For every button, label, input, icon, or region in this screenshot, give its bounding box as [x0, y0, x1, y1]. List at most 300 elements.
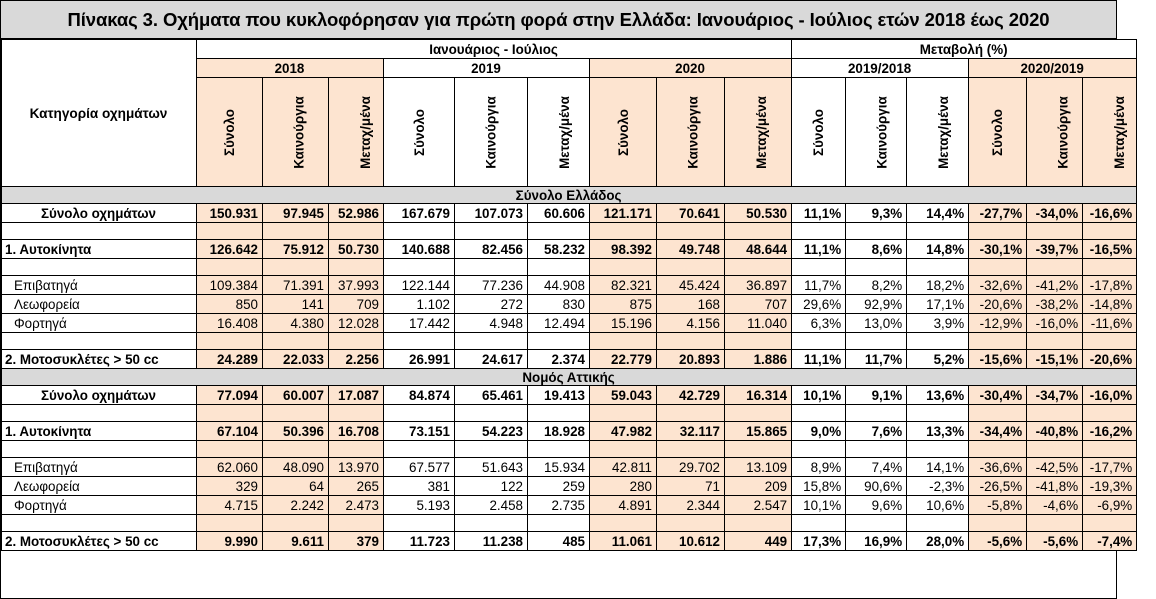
- value-cell: 64: [263, 477, 329, 496]
- value-cell: 7,4%: [846, 458, 907, 477]
- subheader-label: Μεταχ/μένα: [1111, 95, 1127, 169]
- value-cell: -17,8%: [1083, 276, 1137, 295]
- value-cell: [197, 259, 263, 276]
- value-cell: 29,6%: [792, 295, 846, 314]
- value-cell: -16,5%: [1083, 240, 1137, 259]
- row-label: 1. Αυτοκίνητα: [2, 240, 197, 259]
- value-cell: [969, 223, 1027, 240]
- value-cell: -5,8%: [969, 496, 1027, 515]
- value-cell: [384, 259, 455, 276]
- value-cell: [792, 515, 846, 532]
- value-cell: [528, 259, 590, 276]
- value-cell: 830: [528, 295, 590, 314]
- value-cell: [263, 223, 329, 240]
- table-row: [2, 295, 1137, 314]
- subheader-label: Καινούργια: [685, 95, 701, 169]
- value-cell: 36.897: [725, 276, 792, 295]
- value-cell: -12,9%: [969, 314, 1027, 333]
- row-label: Φορτηγά: [2, 496, 197, 515]
- subheader-cell: [907, 78, 969, 187]
- value-cell: 2.547: [725, 496, 792, 515]
- value-cell: [907, 259, 969, 276]
- value-cell: 11.040: [725, 314, 792, 333]
- value-cell: [329, 333, 384, 350]
- value-cell: -11,6%: [1083, 314, 1137, 333]
- value-cell: -19,3%: [1083, 477, 1137, 496]
- value-cell: 17.442: [384, 314, 455, 333]
- value-cell: -34,4%: [969, 422, 1027, 441]
- row-label: [2, 223, 197, 240]
- value-cell: 150.931: [197, 204, 263, 223]
- value-cell: [590, 259, 657, 276]
- value-cell: 9.611: [263, 532, 329, 551]
- value-cell: 11,1%: [792, 350, 846, 369]
- value-cell: 875: [590, 295, 657, 314]
- row-label: 1. Αυτοκίνητα: [2, 422, 197, 441]
- row-label: Επιβατηγά: [2, 458, 197, 477]
- value-cell: 209: [725, 477, 792, 496]
- value-cell: 141: [263, 295, 329, 314]
- subheader-cell: [1027, 78, 1083, 187]
- subheader-cell: [969, 78, 1027, 187]
- row-label: [2, 405, 197, 422]
- table-row: [2, 496, 1137, 515]
- value-cell: 28,0%: [907, 532, 969, 551]
- value-cell: 167.679: [384, 204, 455, 223]
- table-row: [2, 458, 1137, 477]
- value-cell: [846, 259, 907, 276]
- value-cell: [590, 405, 657, 422]
- value-cell: [725, 405, 792, 422]
- value-cell: 11,1%: [792, 204, 846, 223]
- value-cell: [846, 333, 907, 350]
- spacer-row: [2, 259, 1137, 276]
- year-header-2020: 2020: [590, 59, 792, 78]
- value-cell: 73.151: [384, 422, 455, 441]
- value-cell: 77.094: [197, 386, 263, 405]
- value-cell: [384, 333, 455, 350]
- value-cell: [263, 333, 329, 350]
- value-cell: 77.236: [455, 276, 528, 295]
- value-cell: [384, 405, 455, 422]
- value-cell: [455, 515, 528, 532]
- value-cell: 13.109: [725, 458, 792, 477]
- subheader-cell: [590, 78, 657, 187]
- table-row: [2, 386, 1137, 405]
- value-cell: 84.874: [384, 386, 455, 405]
- value-cell: 1.102: [384, 295, 455, 314]
- value-cell: 29.702: [657, 458, 725, 477]
- change-header-2020-2019: 2020/2019: [969, 59, 1137, 78]
- value-cell: 42.729: [657, 386, 725, 405]
- row-label: [2, 441, 197, 458]
- value-cell: 379: [329, 532, 384, 551]
- value-cell: 5,2%: [907, 350, 969, 369]
- value-cell: [969, 441, 1027, 458]
- value-cell: 2.344: [657, 496, 725, 515]
- value-cell: [528, 223, 590, 240]
- value-cell: -34,7%: [1027, 386, 1083, 405]
- subheader-cell: [725, 78, 792, 187]
- value-cell: 272: [455, 295, 528, 314]
- row-label: 2. Μοτοσυκλέτες > 50 cc: [2, 350, 197, 369]
- value-cell: 92,9%: [846, 295, 907, 314]
- value-cell: [329, 441, 384, 458]
- subheader-label: Σύνολο: [221, 108, 237, 156]
- value-cell: 47.982: [590, 422, 657, 441]
- subheader-label: Σύνολο: [411, 108, 427, 156]
- value-cell: 259: [528, 477, 590, 496]
- value-cell: 71.391: [263, 276, 329, 295]
- value-cell: [657, 259, 725, 276]
- value-cell: -16,0%: [1083, 386, 1137, 405]
- value-cell: 3,9%: [907, 314, 969, 333]
- value-cell: -16,0%: [1027, 314, 1083, 333]
- value-cell: -38,2%: [1027, 295, 1083, 314]
- value-cell: [329, 405, 384, 422]
- value-cell: 14,1%: [907, 458, 969, 477]
- value-cell: [263, 259, 329, 276]
- change-header: Μεταβολή (%): [792, 40, 1137, 59]
- value-cell: 4.715: [197, 496, 263, 515]
- value-cell: [1027, 441, 1083, 458]
- subheader-cell: [329, 78, 384, 187]
- value-cell: -20,6%: [1083, 350, 1137, 369]
- value-cell: 62.060: [197, 458, 263, 477]
- value-cell: 97.945: [263, 204, 329, 223]
- value-cell: [197, 515, 263, 532]
- value-cell: [263, 515, 329, 532]
- value-cell: [1027, 259, 1083, 276]
- value-cell: 98.392: [590, 240, 657, 259]
- value-cell: [969, 515, 1027, 532]
- value-cell: 122: [455, 477, 528, 496]
- subheader-cell: [792, 78, 846, 187]
- value-cell: [263, 405, 329, 422]
- value-cell: 2.256: [329, 350, 384, 369]
- value-cell: 2.735: [528, 496, 590, 515]
- value-cell: 82.321: [590, 276, 657, 295]
- value-cell: -5,6%: [1027, 532, 1083, 551]
- spacer-row: [2, 405, 1137, 422]
- subheader-cell: [197, 78, 263, 187]
- period-header: Ιανουάριος - Ιούλιος: [197, 40, 792, 59]
- value-cell: [725, 333, 792, 350]
- value-cell: 9.990: [197, 532, 263, 551]
- subheader-label: Καινούργια: [291, 95, 307, 169]
- value-cell: 11,1%: [792, 240, 846, 259]
- value-cell: [197, 333, 263, 350]
- value-cell: 22.779: [590, 350, 657, 369]
- value-cell: -26,5%: [969, 477, 1027, 496]
- value-cell: [846, 405, 907, 422]
- value-cell: 44.908: [528, 276, 590, 295]
- value-cell: [384, 223, 455, 240]
- value-cell: 485: [528, 532, 590, 551]
- value-cell: [907, 333, 969, 350]
- value-cell: [197, 223, 263, 240]
- value-cell: 109.384: [197, 276, 263, 295]
- value-cell: [907, 515, 969, 532]
- value-cell: 15,8%: [792, 477, 846, 496]
- value-cell: 16.408: [197, 314, 263, 333]
- value-cell: 381: [384, 477, 455, 496]
- value-cell: [528, 515, 590, 532]
- value-cell: 22.033: [263, 350, 329, 369]
- section-header: Νομός Αττικής: [2, 369, 1137, 386]
- value-cell: [329, 223, 384, 240]
- value-cell: 121.171: [590, 204, 657, 223]
- value-cell: [907, 223, 969, 240]
- value-cell: 14,8%: [907, 240, 969, 259]
- value-cell: -4,6%: [1027, 496, 1083, 515]
- value-cell: 20.893: [657, 350, 725, 369]
- value-cell: 107.073: [455, 204, 528, 223]
- subheader-cell: [455, 78, 528, 187]
- row-label: [2, 333, 197, 350]
- value-cell: 13,6%: [907, 386, 969, 405]
- value-cell: 11,7%: [792, 276, 846, 295]
- value-cell: 58.232: [528, 240, 590, 259]
- row-label: Επιβατηγά: [2, 276, 197, 295]
- value-cell: 14,4%: [907, 204, 969, 223]
- table-row: [2, 314, 1137, 333]
- subheader-label: Καινούργια: [1055, 95, 1071, 169]
- value-cell: [725, 441, 792, 458]
- value-cell: [969, 259, 1027, 276]
- value-cell: -42,5%: [1027, 458, 1083, 477]
- subheader-cell: [846, 78, 907, 187]
- table-title: Πίνακας 3. Οχήματα που κυκλοφόρησαν για πρώτη φορά στην Ελλάδα: Ιανουάριος - Ιούλιος ετών 2018 έως 2020: [1, 1, 1116, 39]
- value-cell: 50.530: [725, 204, 792, 223]
- category-header: Κατηγορία οχημάτων: [2, 40, 197, 187]
- value-cell: 8,2%: [846, 276, 907, 295]
- change-header-2019-2018: 2019/2018: [792, 59, 969, 78]
- value-cell: [197, 405, 263, 422]
- value-cell: -39,7%: [1027, 240, 1083, 259]
- value-cell: 9,3%: [846, 204, 907, 223]
- value-cell: 8,6%: [846, 240, 907, 259]
- value-cell: 67.104: [197, 422, 263, 441]
- value-cell: [455, 259, 528, 276]
- value-cell: [657, 223, 725, 240]
- value-cell: 48.644: [725, 240, 792, 259]
- value-cell: [1027, 223, 1083, 240]
- value-cell: [384, 441, 455, 458]
- value-cell: [590, 223, 657, 240]
- value-cell: -5,6%: [969, 532, 1027, 551]
- value-cell: [792, 223, 846, 240]
- row-label: Σύνολο οχημάτων: [2, 204, 197, 223]
- value-cell: 280: [590, 477, 657, 496]
- subheader-cell: [1083, 78, 1137, 187]
- value-cell: 10,1%: [792, 496, 846, 515]
- value-cell: 26.991: [384, 350, 455, 369]
- value-cell: [657, 441, 725, 458]
- value-cell: 4.156: [657, 314, 725, 333]
- value-cell: 60.606: [528, 204, 590, 223]
- value-cell: 12.494: [528, 314, 590, 333]
- value-cell: 60.007: [263, 386, 329, 405]
- value-cell: 9,0%: [792, 422, 846, 441]
- value-cell: [657, 515, 725, 532]
- value-cell: 11,7%: [846, 350, 907, 369]
- value-cell: 48.090: [263, 458, 329, 477]
- value-cell: 17.087: [329, 386, 384, 405]
- value-cell: 42.811: [590, 458, 657, 477]
- value-cell: [455, 405, 528, 422]
- section-header: Σύνολο Ελλάδος: [2, 187, 1137, 204]
- value-cell: 13,3%: [907, 422, 969, 441]
- value-cell: -14,8%: [1083, 295, 1137, 314]
- spacer-row: [2, 515, 1137, 532]
- value-cell: 449: [725, 532, 792, 551]
- value-cell: [725, 515, 792, 532]
- value-cell: [792, 259, 846, 276]
- table-row: [2, 422, 1137, 441]
- subheader-label: Καινούργια: [874, 95, 890, 169]
- value-cell: -32,6%: [969, 276, 1027, 295]
- value-cell: 71: [657, 477, 725, 496]
- value-cell: [1027, 333, 1083, 350]
- value-cell: 59.043: [590, 386, 657, 405]
- year-header-2018: 2018: [197, 59, 384, 78]
- table-row: [2, 477, 1137, 496]
- value-cell: 15.934: [528, 458, 590, 477]
- value-cell: 5.193: [384, 496, 455, 515]
- row-label: 2. Μοτοσυκλέτες > 50 cc: [2, 532, 197, 551]
- value-cell: 2.374: [528, 350, 590, 369]
- spacer-row: [2, 441, 1137, 458]
- row-label: Σύνολο οχημάτων: [2, 386, 197, 405]
- value-cell: 10,6%: [907, 496, 969, 515]
- value-cell: [1083, 223, 1137, 240]
- value-cell: [197, 441, 263, 458]
- subheader-label: Σύνολο: [811, 108, 827, 156]
- row-label: [2, 259, 197, 276]
- value-cell: [1083, 515, 1137, 532]
- row-label: Φορτηγά: [2, 314, 197, 333]
- subheader-cell: [657, 78, 725, 187]
- value-cell: 126.642: [197, 240, 263, 259]
- value-cell: 70.641: [657, 204, 725, 223]
- value-cell: 67.577: [384, 458, 455, 477]
- value-cell: 2.458: [455, 496, 528, 515]
- value-cell: 13.970: [329, 458, 384, 477]
- value-cell: 10.612: [657, 532, 725, 551]
- value-cell: -40,8%: [1027, 422, 1083, 441]
- value-cell: 49.748: [657, 240, 725, 259]
- value-cell: -20,6%: [969, 295, 1027, 314]
- value-cell: 90,6%: [846, 477, 907, 496]
- value-cell: 17,1%: [907, 295, 969, 314]
- value-cell: -2,3%: [907, 477, 969, 496]
- value-cell: 19.413: [528, 386, 590, 405]
- value-cell: [1027, 515, 1083, 532]
- value-cell: [907, 405, 969, 422]
- value-cell: 24.289: [197, 350, 263, 369]
- value-cell: [792, 333, 846, 350]
- value-cell: 2.473: [329, 496, 384, 515]
- spacer-row: [2, 223, 1137, 240]
- value-cell: -34,0%: [1027, 204, 1083, 223]
- value-cell: 50.730: [329, 240, 384, 259]
- value-cell: [1027, 405, 1083, 422]
- value-cell: [792, 441, 846, 458]
- value-cell: [455, 333, 528, 350]
- value-cell: -15,1%: [1027, 350, 1083, 369]
- value-cell: [657, 333, 725, 350]
- value-cell: [590, 441, 657, 458]
- subheader-label: Καινούργια: [483, 95, 499, 169]
- value-cell: 17,3%: [792, 532, 846, 551]
- value-cell: -30,4%: [969, 386, 1027, 405]
- value-cell: -6,9%: [1083, 496, 1137, 515]
- subheader-label: Σύνολο: [990, 108, 1006, 156]
- row-label: [2, 515, 197, 532]
- value-cell: 265: [329, 477, 384, 496]
- value-cell: [1083, 333, 1137, 350]
- value-cell: -30,1%: [969, 240, 1027, 259]
- value-cell: [528, 333, 590, 350]
- value-cell: [907, 441, 969, 458]
- value-cell: 75.912: [263, 240, 329, 259]
- value-cell: 11.723: [384, 532, 455, 551]
- value-cell: [846, 223, 907, 240]
- value-cell: [657, 405, 725, 422]
- year-header-2019: 2019: [384, 59, 590, 78]
- value-cell: 11.238: [455, 532, 528, 551]
- value-cell: 9,6%: [846, 496, 907, 515]
- value-cell: 8,9%: [792, 458, 846, 477]
- value-cell: [1083, 259, 1137, 276]
- value-cell: [455, 441, 528, 458]
- row-label: Λεωφορεία: [2, 295, 197, 314]
- value-cell: [846, 515, 907, 532]
- value-cell: 4.948: [455, 314, 528, 333]
- value-cell: [455, 223, 528, 240]
- value-cell: 16.708: [329, 422, 384, 441]
- value-cell: 6,3%: [792, 314, 846, 333]
- value-cell: 9,1%: [846, 386, 907, 405]
- value-cell: -15,6%: [969, 350, 1027, 369]
- value-cell: -17,7%: [1083, 458, 1137, 477]
- value-cell: 18.928: [528, 422, 590, 441]
- value-cell: 2.242: [263, 496, 329, 515]
- value-cell: 15.865: [725, 422, 792, 441]
- value-cell: 54.223: [455, 422, 528, 441]
- value-cell: [1083, 441, 1137, 458]
- value-cell: [590, 333, 657, 350]
- value-cell: [528, 405, 590, 422]
- value-cell: 122.144: [384, 276, 455, 295]
- value-cell: 18,2%: [907, 276, 969, 295]
- spacer-row: [2, 333, 1137, 350]
- value-cell: [263, 441, 329, 458]
- subheader-label: Μεταχ/μένα: [935, 95, 951, 169]
- value-cell: [329, 515, 384, 532]
- value-cell: [590, 515, 657, 532]
- value-cell: 12.028: [329, 314, 384, 333]
- subheader-label: Σύνολο: [615, 108, 631, 156]
- value-cell: 4.891: [590, 496, 657, 515]
- value-cell: -16,2%: [1083, 422, 1137, 441]
- value-cell: 329: [197, 477, 263, 496]
- table-row: [2, 532, 1137, 551]
- value-cell: [329, 259, 384, 276]
- table-row: [2, 204, 1137, 223]
- subheader-label: Μεταχ/μένα: [556, 95, 572, 169]
